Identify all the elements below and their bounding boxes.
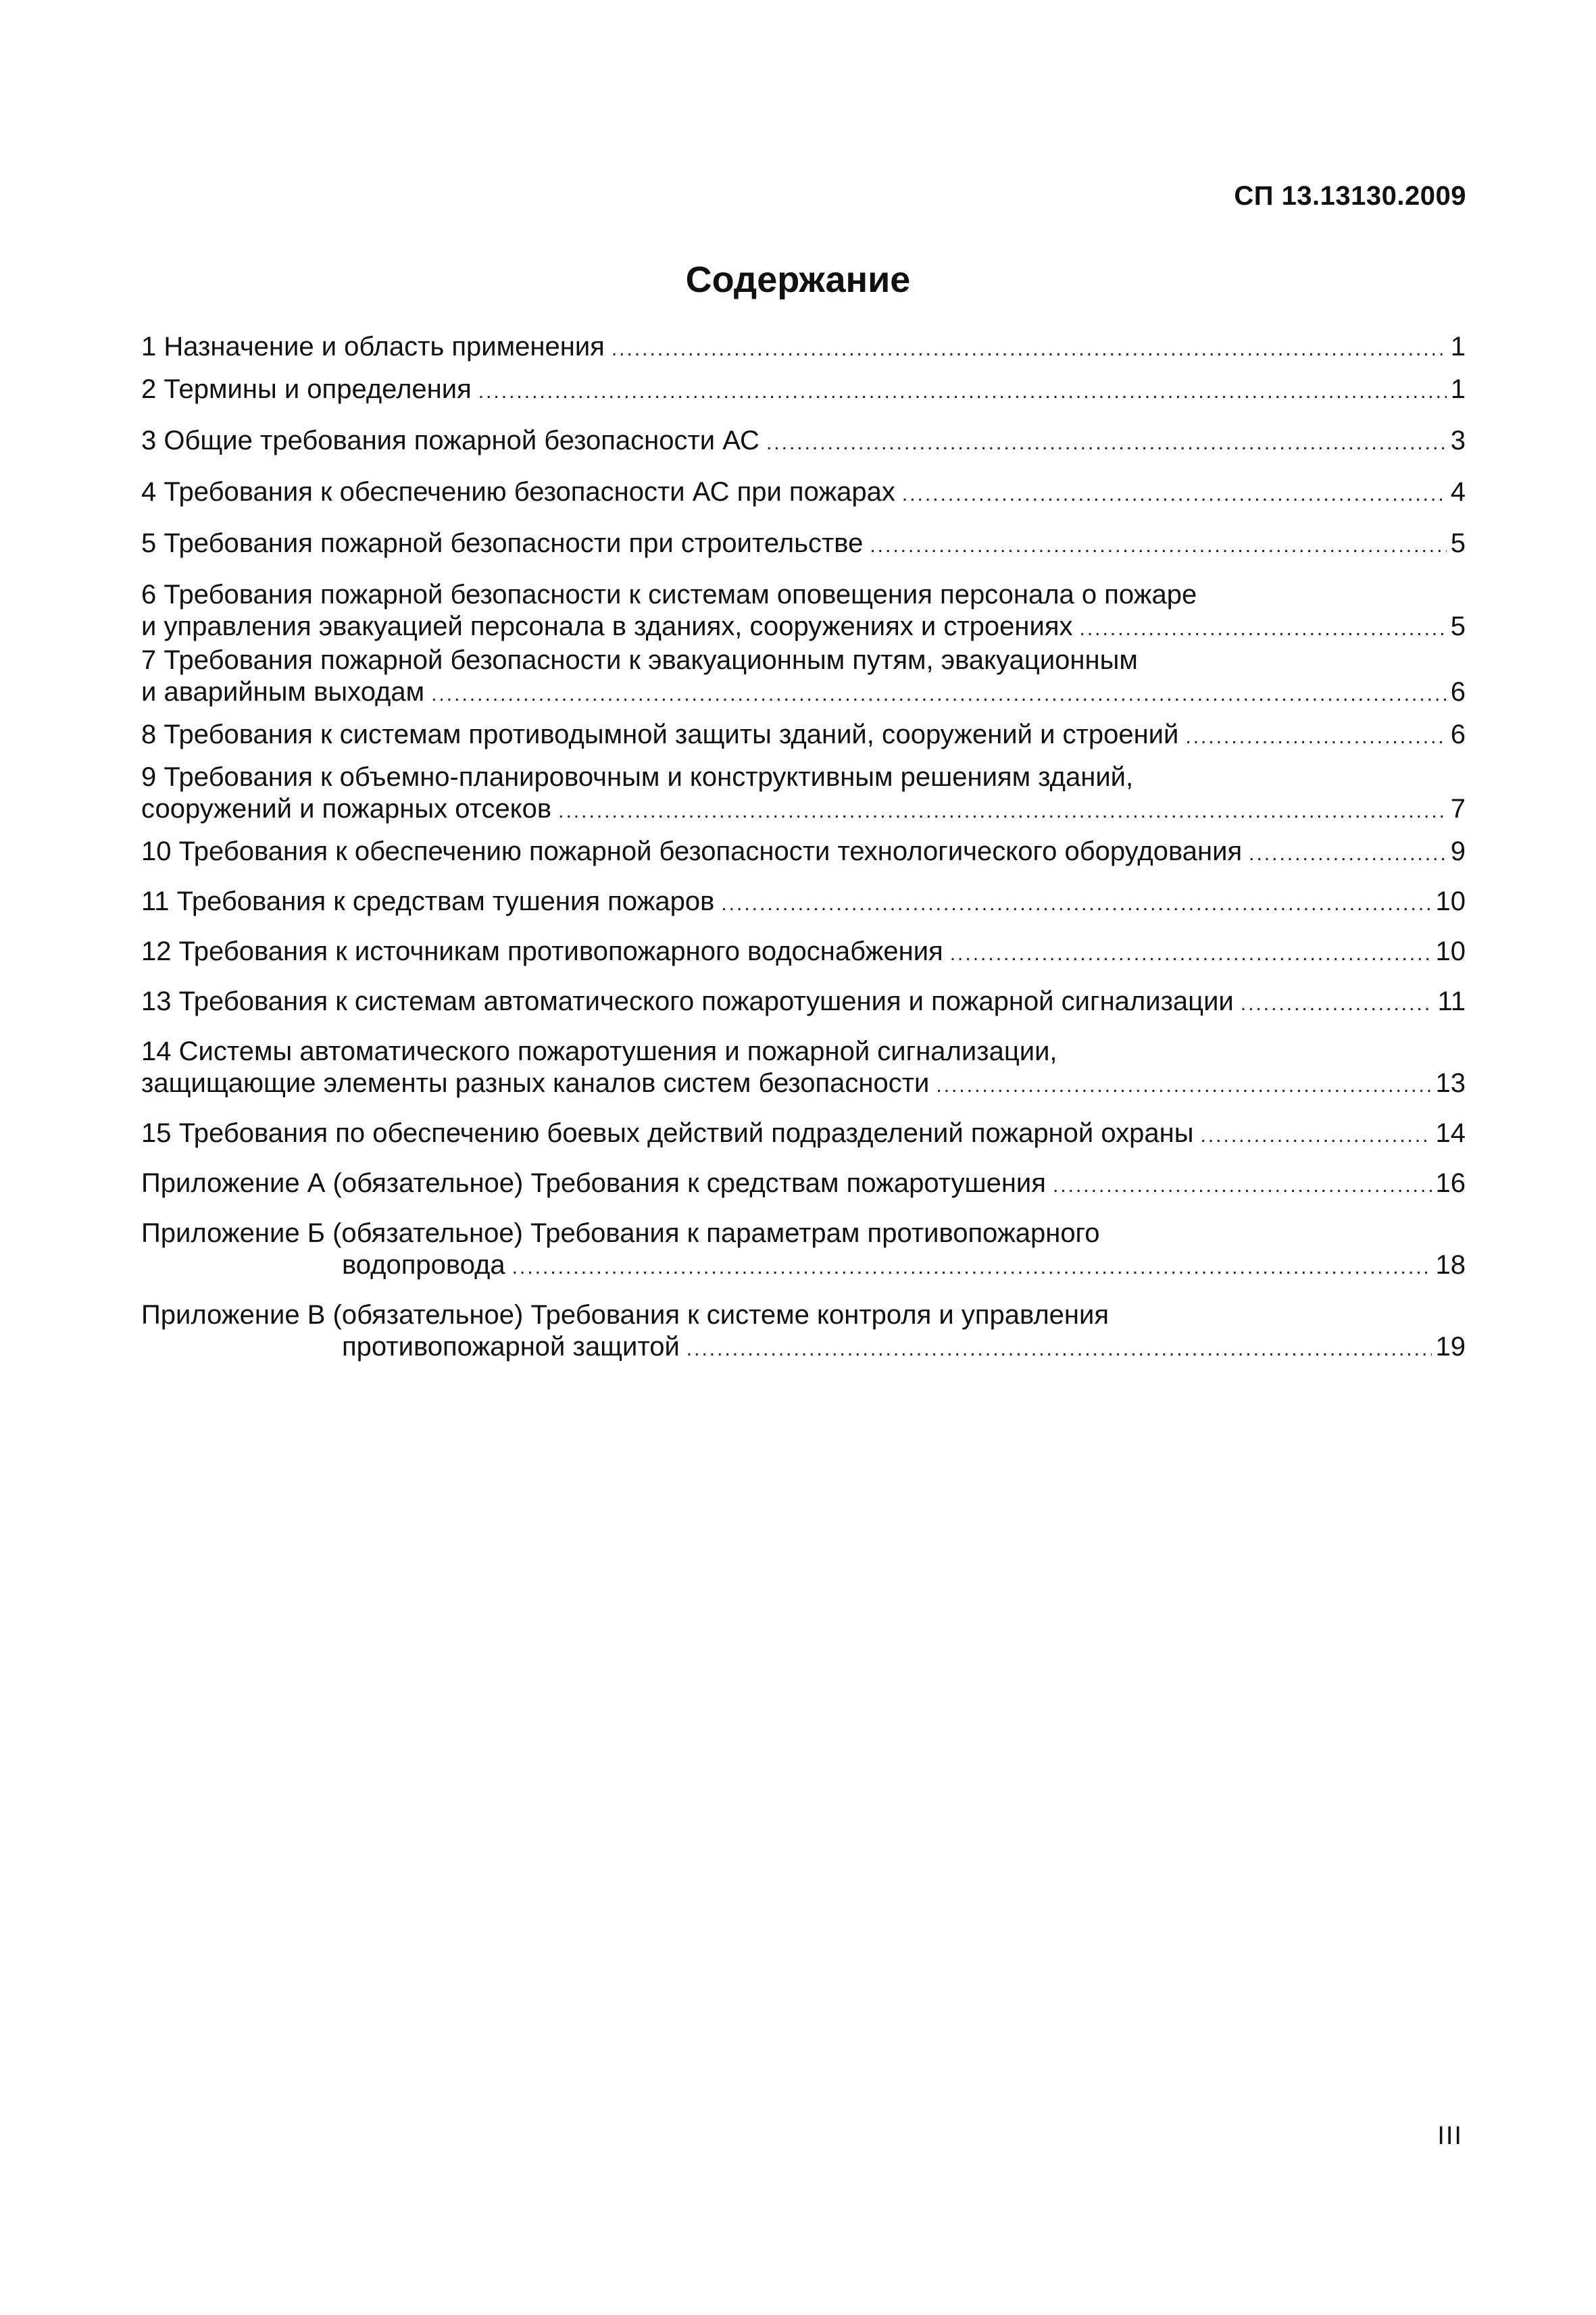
toc-entry-page: 14 (1435, 1118, 1466, 1148)
toc-entry-page: 4 (1450, 477, 1466, 507)
toc-entry-label: 2 Термины и определения (141, 374, 472, 404)
toc-entry-label: 11 Требования к средствам тушения пожаров (141, 887, 715, 916)
toc-entry-page: 13 (1435, 1068, 1466, 1098)
toc-entry[interactable] (141, 1299, 1466, 1365)
toc-entry-label: 9 Требования к объемно-планировочным и конструктивным решениям зданий, (141, 762, 1134, 792)
toc-entry[interactable] (141, 986, 1466, 1020)
page-number: III (1437, 2122, 1463, 2150)
toc-entry-label: Приложение Б (обязательное) Требования к параметрам противопожарного (141, 1218, 1100, 1248)
table-of-contents (141, 331, 1466, 1365)
toc-entry[interactable] (141, 886, 1466, 920)
dot-leader (512, 1251, 1432, 1283)
toc-entry-label: 7 Требования пожарной безопасности к эвакуационным путям, эвакуационным (141, 645, 1138, 675)
toc-entry-page: 9 (1450, 837, 1466, 866)
toc-entry[interactable] (141, 476, 1466, 510)
dot-leader (870, 530, 1446, 562)
toc-entry-label: 6 Требования пожарной безопасности к системам оповещения персонала о пожаре (141, 580, 1197, 609)
toc-entry-page: 16 (1435, 1168, 1466, 1198)
dot-leader (1053, 1170, 1432, 1201)
dot-leader (936, 1070, 1431, 1101)
toc-entry-label-cont: противопожарной защитой (342, 1332, 680, 1362)
toc-entry-page: 6 (1450, 677, 1466, 707)
dot-leader (902, 478, 1447, 510)
toc-entry[interactable] (141, 762, 1466, 827)
toc-entry-page: 10 (1435, 887, 1466, 916)
dot-leader (721, 888, 1431, 920)
toc-entry-page: 18 (1435, 1250, 1466, 1280)
toc-entry-page: 11 (1437, 987, 1466, 1016)
toc-entry-page: 10 (1435, 937, 1466, 966)
dot-leader (431, 678, 1447, 710)
toc-entry[interactable] (141, 1218, 1466, 1283)
toc-entry[interactable] (141, 645, 1466, 710)
toc-entry-page: 1 (1450, 374, 1466, 404)
toc-entry[interactable] (141, 1118, 1466, 1151)
dot-leader (558, 795, 1447, 827)
toc-entry-label: 8 Требования к системам противодымной защиты зданий, сооружений и строений (141, 720, 1179, 749)
toc-entry-label: Приложение В (обязательное) Требования к системе контроля и управления (141, 1300, 1109, 1330)
toc-entry[interactable] (141, 425, 1466, 459)
dot-leader (1185, 721, 1446, 753)
dot-leader (478, 376, 1447, 407)
toc-entry-label: 3 Общие требования пожарной безопасности АС (141, 426, 759, 455)
toc-title: Содержание (685, 259, 911, 300)
toc-entry-label: 12 Требования к источникам противопожарного водоснабжения (141, 937, 943, 966)
dot-leader (1241, 988, 1434, 1020)
toc-entry-label: 4 Требования к обеспечению безопасности АС при пожарах (141, 477, 895, 507)
toc-entry[interactable] (141, 528, 1466, 562)
toc-entry-page: 19 (1435, 1332, 1466, 1362)
toc-entry-label: Приложение А (обязательное) Требования к средствам пожаротушения (141, 1168, 1046, 1198)
toc-entry-label-cont: защищающие элементы разных каналов систем безопасности (141, 1068, 930, 1098)
toc-entry-page: 7 (1450, 794, 1466, 824)
toc-entry-label: 14 Системы автоматического пожаротушения и пожарной сигнализации, (141, 1037, 1057, 1066)
dot-leader (687, 1333, 1432, 1365)
toc-entry-label: 5 Требования пожарной безопасности при строительстве (141, 528, 864, 558)
toc-entry-label: 13 Требования к системам автоматического пожаротушения и пожарной сигнализации (141, 987, 1234, 1016)
dot-leader (1080, 613, 1447, 645)
toc-entry[interactable] (141, 1168, 1466, 1201)
toc-entry[interactable] (141, 579, 1466, 645)
toc-entry[interactable] (141, 1036, 1466, 1101)
dot-leader (612, 333, 1447, 365)
toc-entry-label-cont: сооружений и пожарных отсеков (141, 794, 552, 824)
toc-entry[interactable] (141, 719, 1466, 753)
toc-entry-page: 5 (1450, 612, 1466, 641)
toc-entry[interactable] (141, 331, 1466, 365)
toc-entry-page: 3 (1450, 426, 1466, 455)
toc-entry-page: 1 (1450, 332, 1466, 362)
toc-entry[interactable] (141, 374, 1466, 407)
toc-entry-label-cont: и управления эвакуацией персонала в зданиях, сооружениях и строениях (141, 612, 1073, 641)
toc-entry-label-cont: и аварийным выходам (141, 677, 425, 707)
dot-leader (766, 427, 1447, 459)
document-code: СП 13.13130.2009 (1234, 181, 1466, 211)
toc-entry-label-cont: водопровода (342, 1250, 505, 1280)
toc-entry-label: 1 Назначение и область применения (141, 332, 605, 362)
toc-entry-label: 10 Требования к обеспечению пожарной безопасности технологического оборудования (141, 837, 1243, 866)
dot-leader (1200, 1120, 1431, 1151)
dot-leader (950, 938, 1432, 970)
toc-entry[interactable] (141, 936, 1466, 970)
toc-entry-page: 6 (1450, 720, 1466, 749)
toc-entry[interactable] (141, 836, 1466, 870)
toc-entry-page: 5 (1450, 528, 1466, 558)
dot-leader (1249, 838, 1447, 870)
toc-entry-label: 15 Требования по обеспечению боевых действий подразделений пожарной охраны (141, 1118, 1194, 1148)
